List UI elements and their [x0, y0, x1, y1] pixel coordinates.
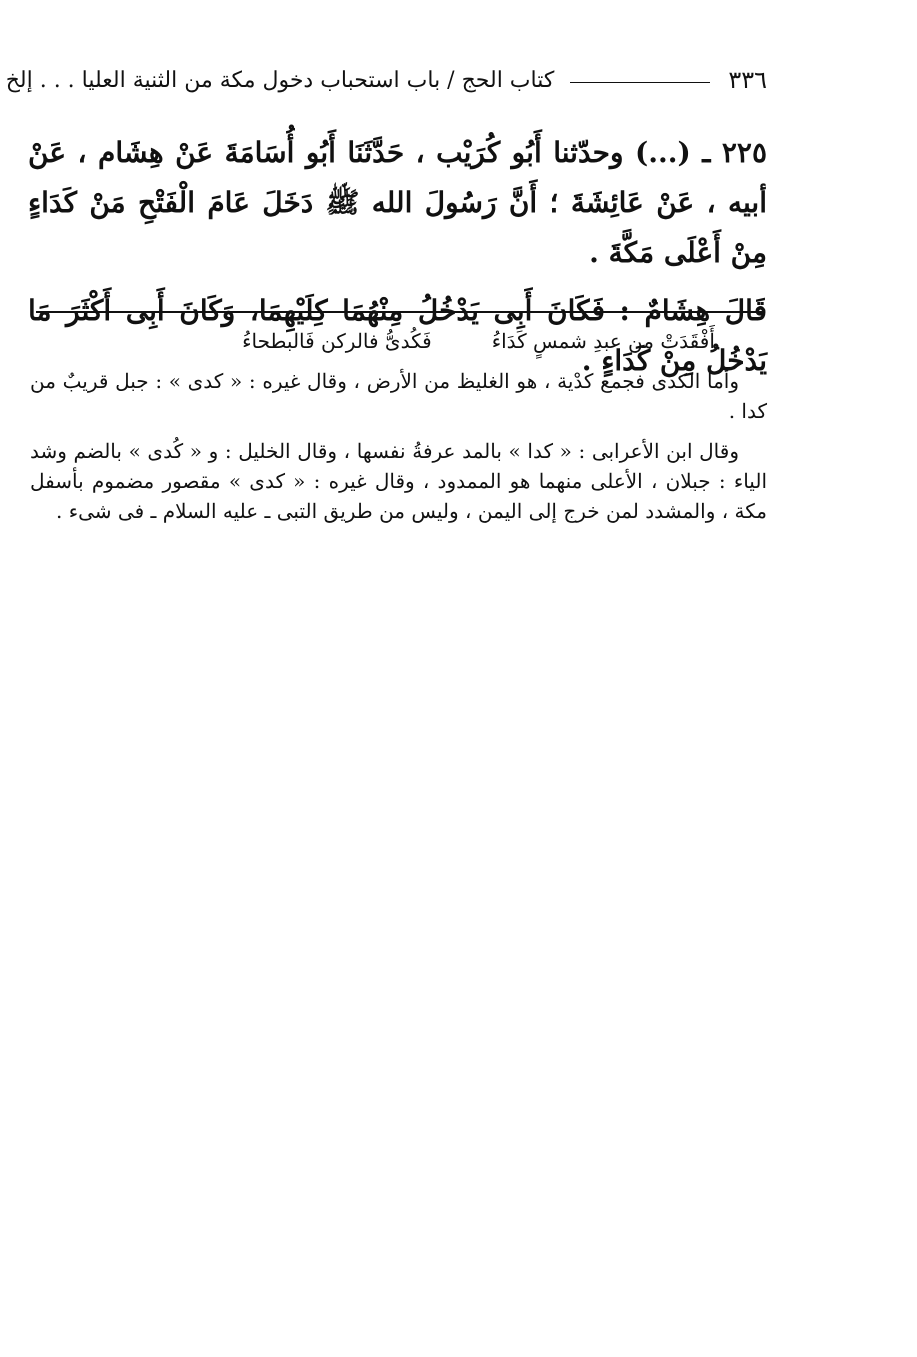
header-rule	[570, 82, 710, 83]
footnotes	[30, 326, 767, 526]
page-number: ٣٣٦	[728, 66, 767, 94]
running-header	[5, 60, 767, 100]
verse-hemistich-1: أَفْقَدَتْ من عبدِ شمسٍ كَدَاءُ	[491, 329, 715, 353]
footnote-paragraph-1: وأما الكدى فجمع كدْية ، هو الغليظ من الأرض ، وقال غيره : « كدى » : جبل قريبٌ من كدا .	[30, 369, 767, 423]
footnote-paragraph-2: وقال ابن الأعرابى : « كدا » بالمد عرفةُ نفسها ، وقال الخليل : و « كُدى » بالضم وشد الياء : جبلان ، الأعلى منهما هو الممدود ، وقال غيره : « كدى » مقصور مضموم بأسفل مكة ، والمشدد لمن خرج إلى اليمن ، وليس من طريق التبى ـ عليه السلام ـ فى شىء .	[30, 439, 767, 523]
verse-hemistich-2: فَكُدىُّ فالركن فَالبطحاءُ	[242, 329, 432, 353]
header-title: كتاب الحج / باب استحباب دخول مكة من الثنية العليا . . . إلخ	[5, 67, 555, 93]
hadith-paragraph-2: قَالَ هِشَامٌ : فَكَانَ أَبِى يَدْخُلُ مِنْهُمَا كِلَيْهِمَا، وَكَانَ أَبِى أَكْثَرَ مَا يَدْخُلُ مِنْ كَدَاءٍ .	[28, 294, 767, 377]
poetry-verse	[30, 326, 917, 356]
hadith-paragraph-1: ٢٢٥ ـ (...) وحدّثنا أَبُو كُرَيْب ، حَدَّثَنَا أَبُو أُسَامَةَ عَنْ هِشَام ، عَنْ أبيه ، عَنْ عَائِشَةَ ؛ أَنَّ رَسُولَ الله ﷺ دَخَلَ عَامَ الْفَتْحِ مَنْ كَدَاءٍ مِنْ أَعْلَى مَكَّةَ .	[28, 136, 767, 269]
footnote-separator-rule	[36, 311, 764, 313]
